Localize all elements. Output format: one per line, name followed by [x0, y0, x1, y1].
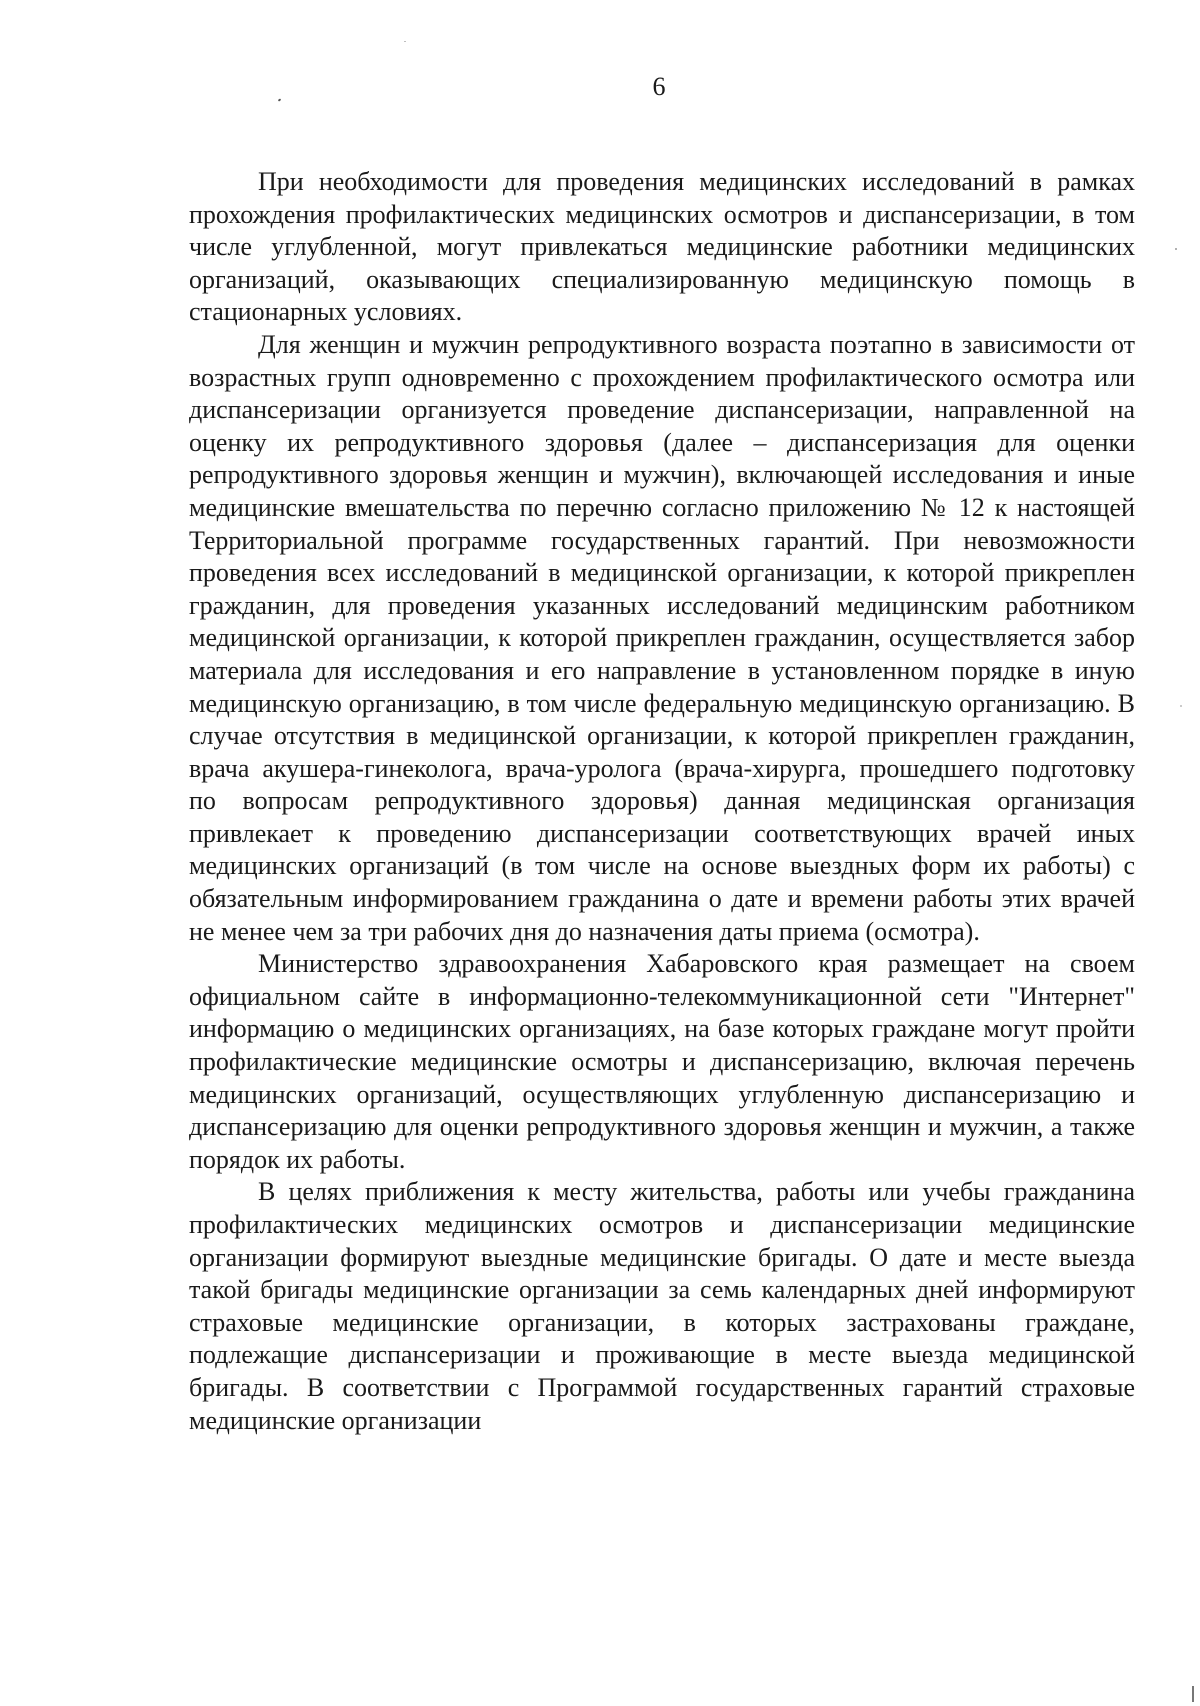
paragraph-ministry-website: Министерство здравоохранения Хабаровского края размещает на своем официальном сайте в информационно-телекоммуникационной сети "Интернет" информацию о медицинских организациях, на базе которых граждане могут пройти профилактические медицинские осмотры и диспансеризацию, включая перечень медицинских организаций, осуществляющих углубленную диспансеризацию и диспансеризацию для оценки репродуктивного здоровья женщин и мужчин, а также порядок их работы. [189, 949, 1135, 1174]
scan-speck [1175, 248, 1177, 250]
paragraph-reproductive-health: Для женщин и мужчин репродуктивного возраста поэтапно в зависимости от возрастных групп одновременно с прохождением профилактического осмотра или диспансеризации организуется проведение диспансеризации, направленной на оценку их репродуктивного здоровья (далее – диспансеризация для оценки репродуктивного здоровья женщин и мужчин), включающей исследования и иные медицинские вмешательства по перечню согласно приложению № 12 к настоящей Территориальной программе государственных гарантий. При невозможности проведения всех исследований в медицинской организации, к которой прикреплен гражданин, для проведения указанных исследований медицинским работником медицинской организации, к которой прикреплен гражданин, осуществляется забор материала для исследования и его направление в установленном порядке в иную медицинскую организацию, в том числе федеральную медицинскую организацию. В случае отсутствия в медицинской организации, к которой прикреплен гражданин, врача акушера-гинеколога, врача-уролога (врача-хирурга, прошедшего подготовку по вопросам репродуктивного здоровья) данная медицинская организация привлекает к проведению диспансеризации соответствующих врачей иных медицинских организаций (в том числе на основе выездных форм их работы) с обязательным информированием гражданина о дате и времени работы этих врачей не менее чем за три рабочих дня до назначения даты приема (осмотра). [189, 329, 1135, 946]
page-number: 6 [652, 72, 666, 101]
paragraph-mobile-teams: В целях приближения к месту жительства, работы или учебы гражданина профилактических медицинских осмотров и диспансеризации медицинские организации формируют выездные медицинские бригады. О дате и месте выезда такой бригады медицинские организации за семь календарных дней информируют страховые медицинские организации, в которых застрахованы граждане, подлежащие диспансеризации и проживающие в месте выезда медицинской бригады. В соответствии с Программой государственных гарантий страховые медицинские организации [189, 1177, 1135, 1435]
scan-speck [404, 41, 406, 42]
scan-speck [1180, 705, 1182, 707]
document-body [189, 166, 1135, 1437]
scan-speck [1192, 1686, 1194, 1702]
paragraph-medical-staff: При необходимости для проведения медицинских исследований в рамках прохождения профилактических медицинских осмотров и диспансеризации, в том числе углубленной, могут привлекаться медицинские работники медицинских организаций, оказывающих специализированную медицинскую помощь в стационарных условиях. [189, 167, 1135, 327]
